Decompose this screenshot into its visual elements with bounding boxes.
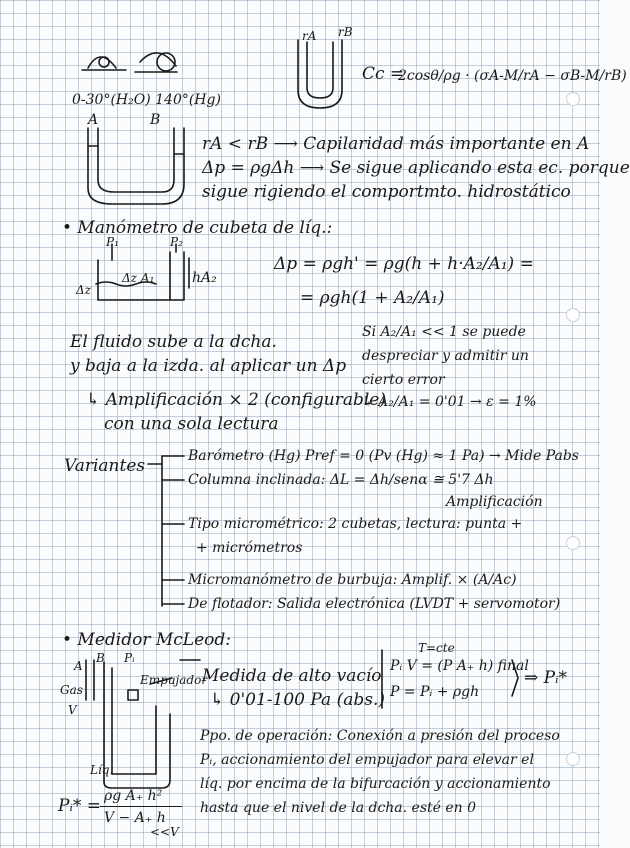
mcleod-label-v: V — [68, 703, 77, 717]
mcleod-title: • Medidor McLeod: — [62, 630, 231, 650]
cubeta-label-dza1: Δz A₁ — [122, 271, 155, 285]
cubeta-note-3: cierto error — [362, 372, 445, 388]
capillarity-line-1: rA < rB ⟶ Capilaridad más importante en A — [202, 134, 590, 154]
cubeta-label-p2: P₂ — [170, 235, 183, 249]
cubeta-eq-1: Δp = ρgh' = ρg(h + h·A₂/A₁) = — [274, 254, 534, 274]
tube-label-b: B — [150, 112, 161, 128]
cubeta-fluid-2: y baja a la izda. al aplicar un Δp — [70, 356, 347, 376]
capillarity-formula-rhs: 2cosθ/ρg · (σA-M/rA − σB-M/rB) — [398, 68, 627, 84]
mcleod-label-b: B — [96, 651, 105, 665]
radius-label-b: rB — [338, 25, 353, 39]
cubeta-note-4: ↳ A₂/A₁ = 0'01 → ε = 1% — [362, 394, 537, 410]
variants-bracket — [148, 456, 184, 606]
contact-angle-sketch — [82, 53, 177, 72]
cubeta-label-p1: P₁ — [106, 235, 119, 249]
variant-item: Barómetro (Hg) Pref = 0 (Pv (Hg) ≈ 1 Pa) → Mide Pabs — [188, 448, 579, 464]
fraction-bar — [100, 806, 182, 807]
capillary-u-tube — [298, 40, 342, 108]
radius-label-a: rA — [302, 29, 317, 43]
tube-label-a: A — [88, 112, 99, 128]
cubeta-ampl-1: ↳ Amplificación × 2 (configurable) — [86, 390, 386, 410]
cubeta-note-2: despreciar y admitir un — [362, 348, 529, 364]
mcleod-tconst: T=cte — [418, 641, 455, 655]
mcleod-final-note: <<V — [150, 825, 179, 839]
mcleod-ppo-2: Pᵢ, accionamiento del empujador para elevar el — [200, 752, 534, 768]
mcleod-label-pi: Pᵢ — [124, 651, 135, 665]
mcleod-eq-1: Pᵢ V = (P A₊ h) final — [390, 658, 529, 674]
mcleod-implies: ⇒ Pᵢ* — [524, 668, 568, 688]
cubeta-ampl-2: con una sola lectura — [104, 414, 279, 434]
cubeta-fluid-1: El fluido sube a la dcha. — [70, 332, 277, 352]
variant-item: De flotador: Salida electrónica (LVDT + servomotor) — [188, 596, 561, 612]
cubeta-eq-2: = ρgh(1 + A₂/A₁) — [300, 288, 445, 308]
mcleod-medida-2: ↳ 0'01-100 Pa (abs.) — [210, 690, 385, 710]
variant-item: Columna inclinada: ΔL = Δh/senα ≅ 5'7 Δh — [188, 472, 494, 488]
variant-item: Amplificación — [446, 494, 543, 510]
mcleod-medida-1: Medida de alto vacío — [202, 666, 382, 686]
mcleod-final-den: V − A₊ h — [104, 810, 166, 826]
mcleod-final-num: ρg A₊ h² — [104, 788, 163, 804]
mcleod-ppo-1: Ppo. de operación: Conexión a presión del proceso — [200, 728, 560, 744]
mcleod-ppo-4: hasta que el nivel de la dcha. esté en 0 — [200, 800, 477, 816]
capillary-u-tube-ab — [88, 128, 184, 204]
contact-angle-note: 0-30°(H₂O) 140°(Hg) — [72, 92, 221, 108]
variant-item: Micromanómetro de burbuja: Amplif. × (A/Ac) — [188, 572, 517, 588]
mcleod-label-gas: Gas — [60, 683, 83, 697]
cubeta-label-ha2: hA₂ — [192, 270, 217, 286]
mcleod-eq-2: P = Pᵢ + ρgh — [390, 684, 480, 700]
cubeta-title: • Manómetro de cubeta de líq.: — [62, 218, 333, 238]
capillarity-line-3: sigue rigiendo el comportmto. hidrostático — [202, 182, 571, 202]
variant-item: + micrómetros — [196, 540, 303, 556]
mcleod-ppo-3: líq. por encima de la bifurcación y accionamiento — [200, 776, 551, 792]
cubeta-note-1: Si A₂/A₁ << 1 se puede — [362, 324, 526, 340]
mcleod-label-a: A — [74, 659, 83, 673]
variant-item: Tipo micrométrico: 2 cubetas, lectura: punta + — [188, 516, 523, 532]
variants-title: Variantes — [64, 456, 146, 476]
capillarity-formula-lhs: Cc = — [362, 64, 405, 84]
cubeta-label-dz: Δz — [76, 283, 91, 297]
mcleod-final-lhs: Pᵢ* = — [58, 796, 102, 816]
mcleod-label-liq: Líq. — [90, 763, 114, 777]
capillarity-line-2: Δp = ρgΔh ⟶ Se sigue aplicando esta ec. porque — [202, 158, 630, 178]
mcleod-label-emp: Empujador — [140, 673, 208, 687]
